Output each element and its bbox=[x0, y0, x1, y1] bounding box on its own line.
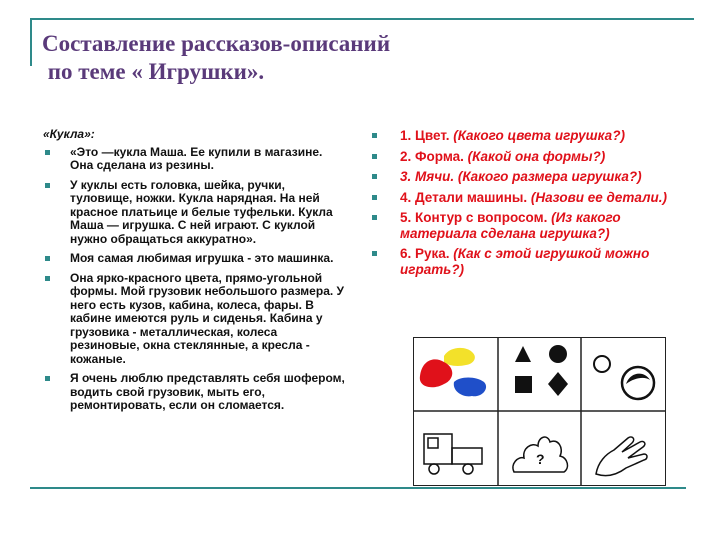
story-list bbox=[43, 146, 348, 413]
plan-item-question: (Из какого материала сделана игрушка?) bbox=[400, 210, 621, 241]
plan-list bbox=[370, 128, 670, 277]
left-accent-line bbox=[30, 18, 32, 66]
hand-icon bbox=[596, 437, 647, 476]
question-contour-icon bbox=[513, 437, 568, 472]
top-divider bbox=[30, 18, 694, 20]
shapes-icon bbox=[515, 345, 568, 396]
plan-item bbox=[370, 246, 670, 277]
plan-item-question: (Какой она формы?) bbox=[467, 148, 606, 164]
story-heading: «Кукла»: bbox=[43, 127, 95, 141]
plan-item-label: 3. Мячи. (Какого размера игрушка?) bbox=[400, 169, 642, 184]
plan-item bbox=[370, 210, 670, 241]
list-item: Я очень люблю представлять себя шофером, водить свой грузовик, мыть его, ремонтировать, если он сломается. bbox=[43, 372, 348, 413]
mnemonic-table bbox=[413, 337, 666, 486]
list-item: «Это —кукла Маша. Ее купили в магазине. Она сделана из резины. bbox=[43, 146, 348, 173]
list-item: У куклы есть головка, шейка, ручки, туловище, ножки. Кукла нарядная. На ней красное платьице и белые туфельки. Кукла Маша — игрушка. С ней играют. С куклой нужно обращаться аккуратно». bbox=[43, 179, 348, 247]
plan-item bbox=[370, 149, 670, 165]
list-item: Моя самая любимая игрушка - это машинка. bbox=[43, 252, 348, 266]
title-line-1: Составление рассказов-описаний bbox=[42, 31, 391, 56]
plan-item-label: 1. Цвет. bbox=[400, 128, 454, 143]
plan-item-label: 2. Форма. bbox=[400, 148, 468, 164]
plan-item-question: (Как с этой игрушкой можно играть?) bbox=[400, 246, 650, 277]
plan-item bbox=[370, 128, 670, 144]
truck-outline-icon bbox=[424, 434, 482, 474]
plan-item bbox=[370, 190, 670, 206]
svg-text:?: ? bbox=[536, 451, 545, 467]
list-item: Она ярко-красного цвета, прямо-угольной формы. Мой грузовик небольшого размера. У него есть кузов, кабина, колеса, фары. В кабине имеются руль и сиденья. Кабина у грузовика - металлическая, колеса резиновые, окна стеклянные, а кресла - кожаные. bbox=[43, 272, 348, 367]
plan-column bbox=[370, 128, 670, 282]
bottom-divider bbox=[30, 487, 686, 489]
plan-item bbox=[370, 169, 670, 185]
color-blobs-icon bbox=[420, 348, 486, 396]
page-title bbox=[42, 30, 662, 86]
plan-item-label: 5. Контур с вопросом. bbox=[400, 210, 552, 225]
balls-icon bbox=[594, 356, 654, 399]
plan-item-label: 6. Рука. bbox=[400, 246, 454, 261]
story-column bbox=[43, 128, 348, 419]
mnemonic-table-svg bbox=[414, 338, 665, 485]
plan-item-label: 4. Детали машины. bbox=[400, 189, 531, 205]
title-line-2: по теме « Игрушки». bbox=[42, 59, 265, 84]
plan-item-question: (Назови ее детали.) bbox=[530, 189, 667, 205]
plan-item-question: (Какого цвета игрушка?) bbox=[453, 128, 625, 143]
